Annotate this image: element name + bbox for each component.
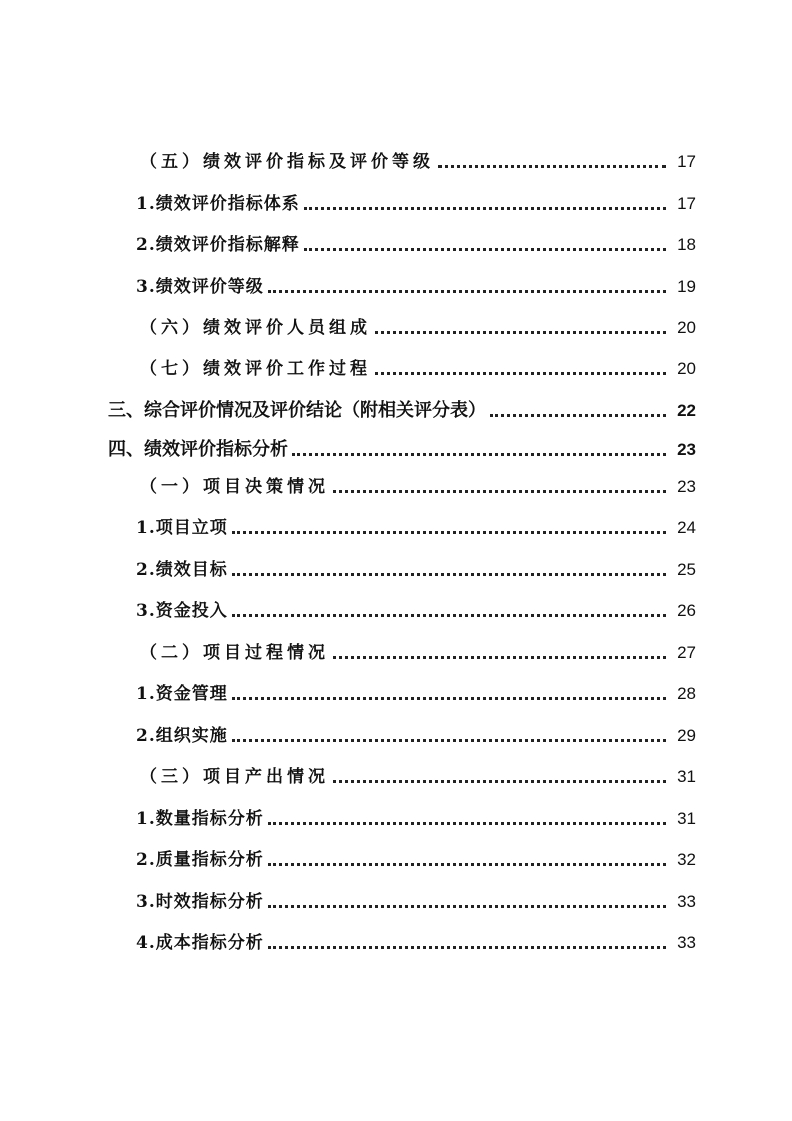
- dot-leader: [232, 613, 666, 617]
- toc-entry[interactable]: [136, 841, 696, 871]
- toc-entry-page: 31: [677, 809, 696, 828]
- toc-entry[interactable]: [136, 883, 696, 913]
- toc-entry-label: 3.资金投入: [136, 601, 228, 621]
- dot-leader: [268, 862, 666, 866]
- toc-entry-label: 2.质量指标分析: [136, 850, 264, 870]
- dot-leader: [232, 530, 666, 534]
- toc-entry[interactable]: [140, 634, 696, 664]
- dot-leader: [333, 779, 666, 783]
- dot-leader: [333, 655, 666, 659]
- toc-entry-label: （六）绩效评价人员组成: [140, 318, 371, 338]
- dot-leader: [232, 696, 666, 700]
- toc-entry-page: 33: [677, 892, 696, 911]
- toc-entry[interactable]: [136, 717, 696, 747]
- toc-entry-page: 18: [677, 235, 696, 254]
- toc-entry-page: 28: [677, 684, 696, 703]
- toc-entry-page: 17: [677, 152, 696, 171]
- toc-entry-label: 1.绩效评价指标体系: [136, 194, 300, 214]
- dot-leader: [268, 289, 666, 293]
- toc-entry-label: 3.绩效评价等级: [136, 277, 264, 297]
- dot-leader: [333, 489, 666, 493]
- toc-entry[interactable]: [136, 675, 696, 705]
- toc-entry-page: 23: [677, 440, 696, 459]
- toc-entry[interactable]: [136, 509, 696, 539]
- toc-entry-label: （五）绩效评价指标及评价等级: [140, 152, 434, 172]
- dot-leader: [490, 413, 666, 417]
- dot-leader: [304, 206, 666, 210]
- toc-entry-page: 25: [677, 560, 696, 579]
- toc-entry-label: 1.项目立项: [136, 518, 228, 538]
- dot-leader: [268, 821, 666, 825]
- dot-leader: [232, 572, 666, 576]
- toc-entry[interactable]: [140, 758, 696, 788]
- dot-leader: [304, 247, 666, 251]
- toc-entry-label: 1.资金管理: [136, 684, 228, 704]
- toc-entry-page: 26: [677, 601, 696, 620]
- toc-entry[interactable]: [108, 431, 696, 461]
- toc-entry[interactable]: [108, 392, 696, 422]
- toc-entry-label: 2.绩效目标: [136, 560, 228, 580]
- toc-entry-page: 23: [677, 477, 696, 496]
- toc-entry-page: 29: [677, 726, 696, 745]
- toc-entry-page: 19: [677, 277, 696, 296]
- toc-entry[interactable]: [140, 468, 696, 498]
- dot-leader: [438, 164, 666, 168]
- toc-entry-label: （三）项目产出情况: [140, 767, 329, 787]
- toc-entry-label: 1.数量指标分析: [136, 809, 264, 829]
- toc-entry[interactable]: [136, 185, 696, 215]
- toc-entry[interactable]: [136, 551, 696, 581]
- toc-entry-page: 20: [677, 318, 696, 337]
- toc-entry-label: （二）项目过程情况: [140, 643, 329, 663]
- toc-entry[interactable]: [136, 226, 696, 256]
- toc-entry-label: 2.组织实施: [136, 726, 228, 746]
- dot-leader: [375, 371, 666, 375]
- toc-entry[interactable]: [140, 143, 696, 173]
- toc-entry-label: 3.时效指标分析: [136, 892, 264, 912]
- toc-entry-page: 22: [677, 401, 696, 420]
- toc-entry-page: 24: [677, 518, 696, 537]
- toc-entry-label: （一）项目决策情况: [140, 477, 329, 497]
- toc-entry-page: 32: [677, 850, 696, 869]
- toc-entry-label: 三、综合评价情况及评价结论（附相关评分表）: [108, 400, 486, 421]
- toc-entry-page: 17: [677, 194, 696, 213]
- toc-entry[interactable]: [140, 350, 696, 380]
- toc-entry-page: 27: [677, 643, 696, 662]
- dot-leader: [232, 738, 666, 742]
- toc-entry-label: 4.成本指标分析: [136, 933, 264, 953]
- dot-leader: [268, 904, 666, 908]
- toc-entry[interactable]: [140, 309, 696, 339]
- toc-entry[interactable]: [136, 800, 696, 830]
- toc-entry-label: （七）绩效评价工作过程: [140, 359, 371, 379]
- toc-entry-label: 2.绩效评价指标解释: [136, 235, 300, 255]
- dot-leader: [268, 945, 666, 949]
- toc-entry[interactable]: [136, 268, 696, 298]
- toc-entry-page: 20: [677, 359, 696, 378]
- toc-entry[interactable]: [136, 924, 696, 954]
- toc-entry-label: 四、绩效评价指标分析: [108, 439, 288, 460]
- toc-entry[interactable]: [136, 592, 696, 622]
- dot-leader: [292, 452, 666, 456]
- dot-leader: [375, 330, 666, 334]
- toc-entry-page: 33: [677, 933, 696, 952]
- toc-entry-page: 31: [677, 767, 696, 786]
